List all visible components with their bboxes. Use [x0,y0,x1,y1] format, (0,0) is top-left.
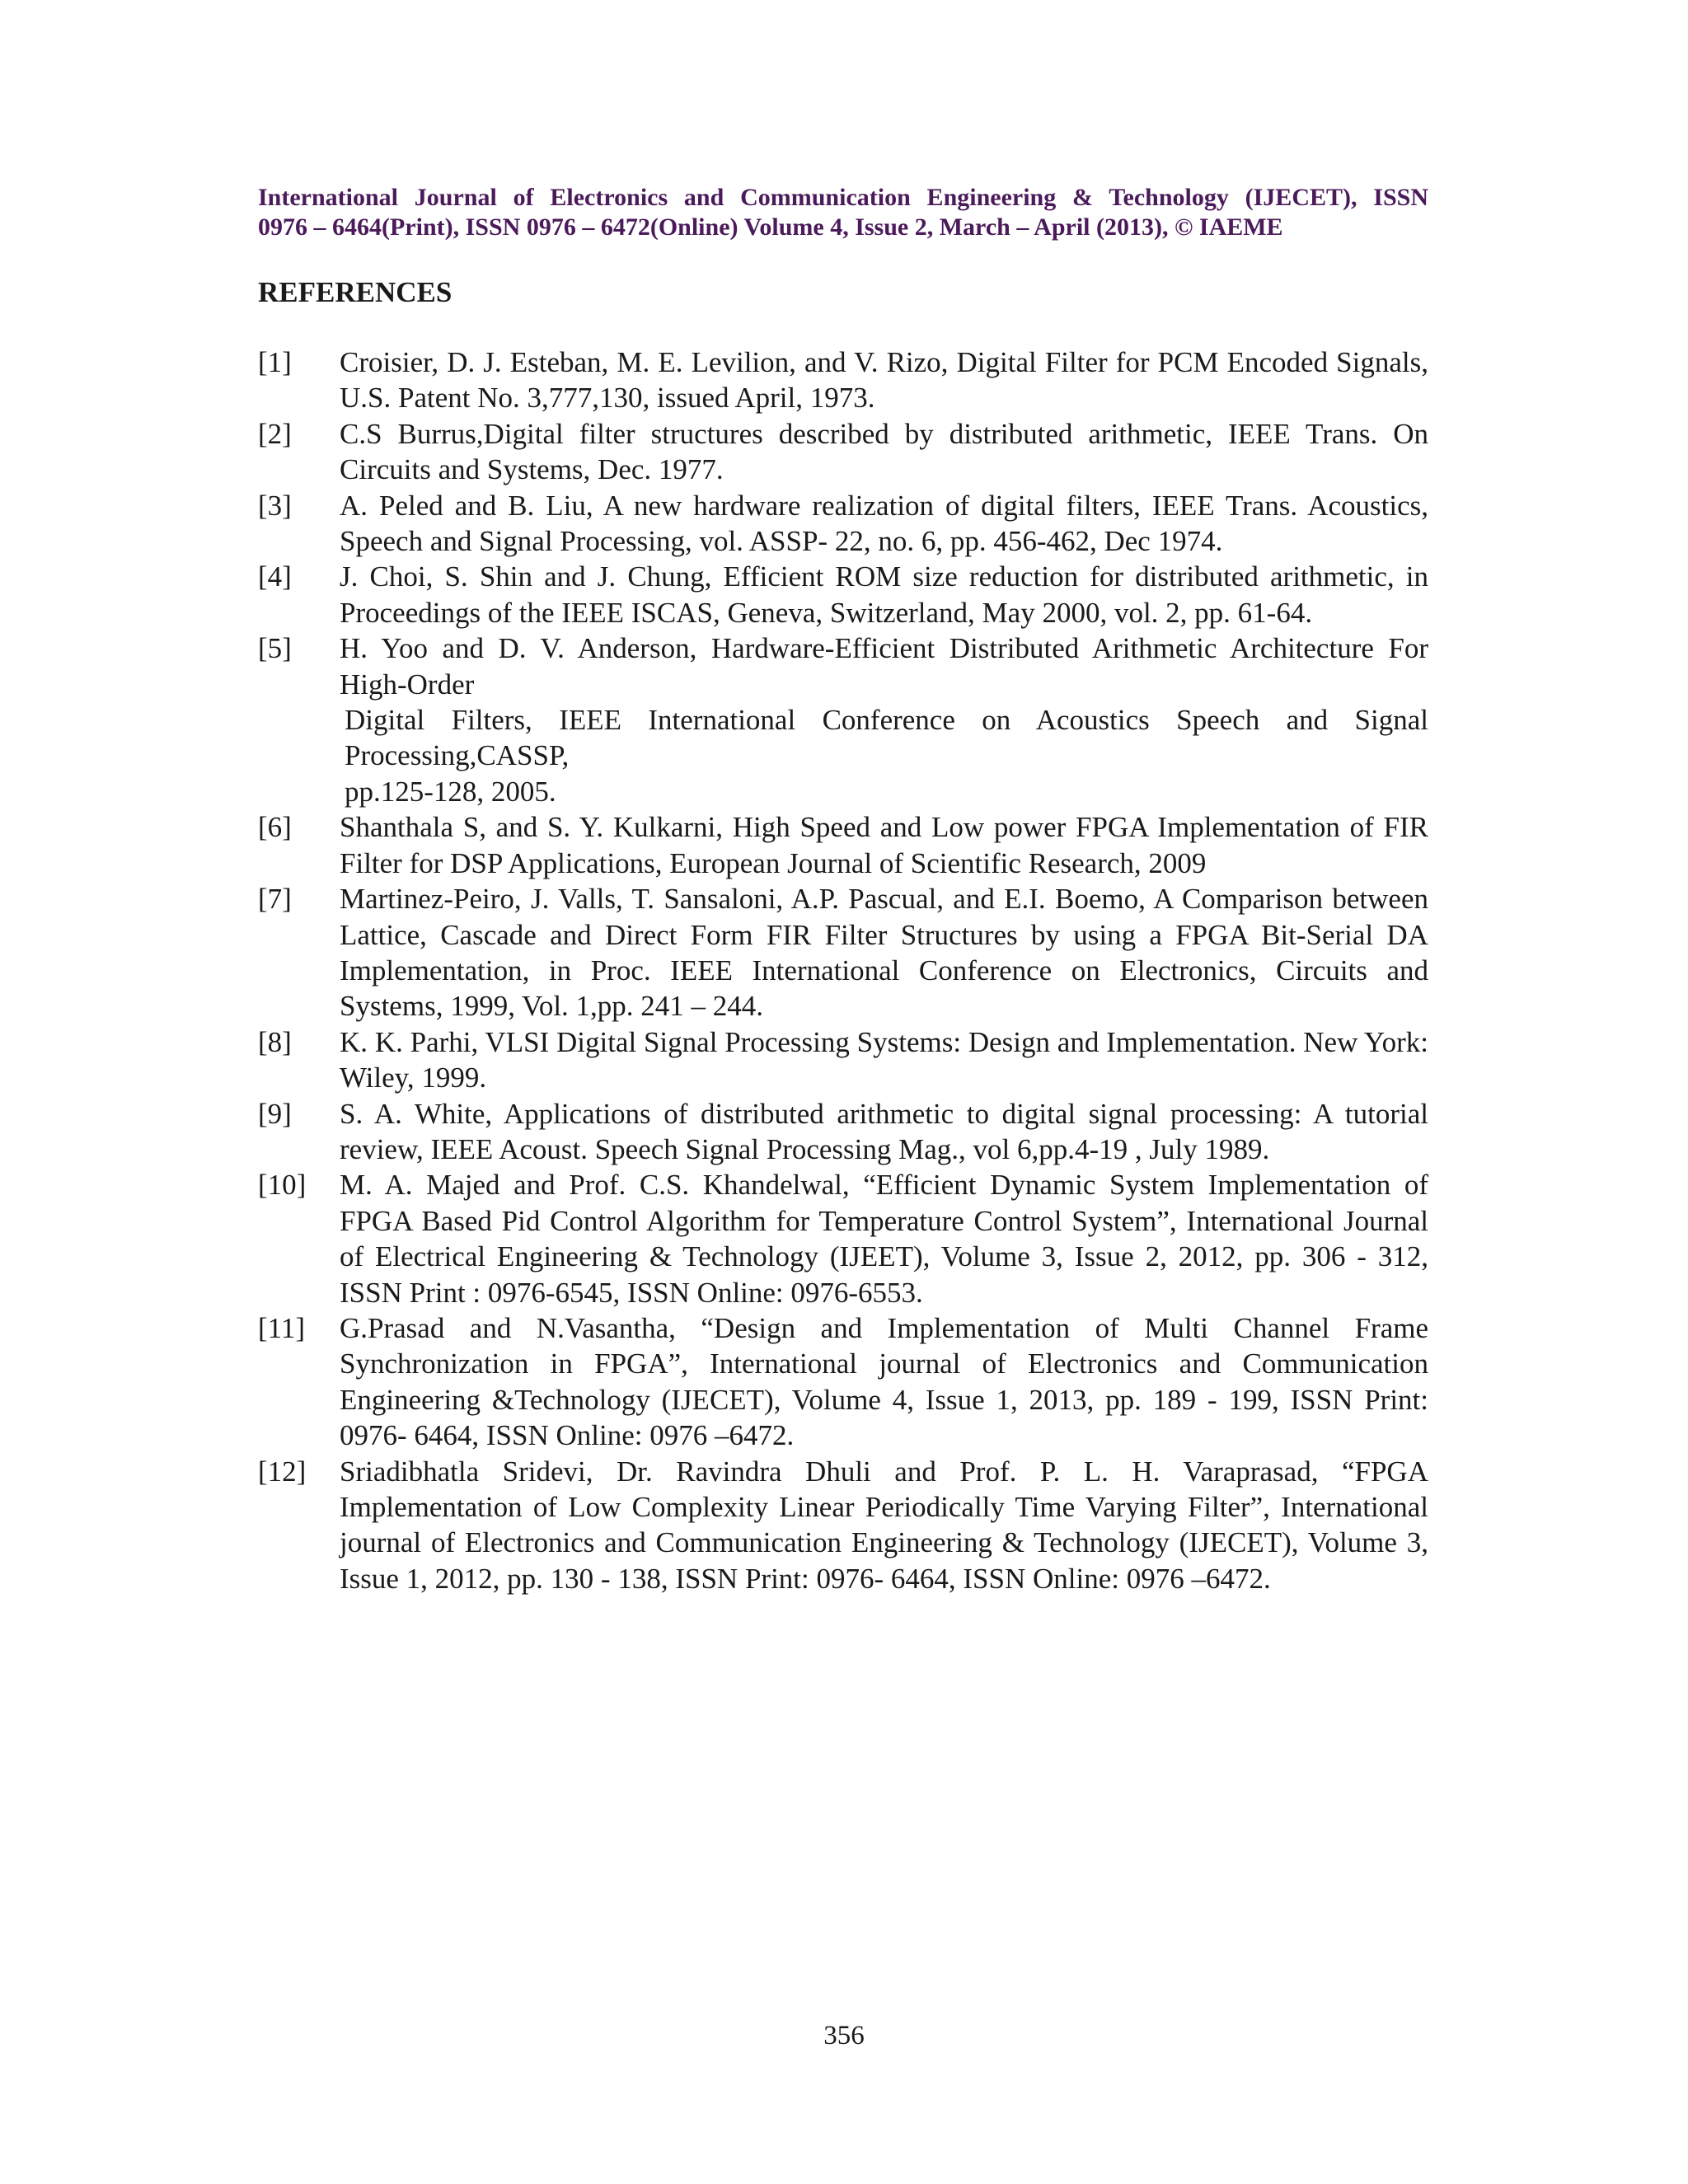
reference-text: Martinez-Peiro, J. Valls, T. Sansaloni, A.P. Pascual, and E.I. Boemo, A Comparison between Lattice, Cascade and Direct Form FIR Filter Structures by using a FPGA Bit-Serial DA Implementation, in Proc. IEEE International Conference on Electronics, Circuits and Systems, 1999, Vol. 1,pp. 241 – 244. [340,883,1428,1023]
reference-item [258,488,1428,560]
reference-number: [8] [258,1025,292,1058]
reference-item [258,416,1428,488]
reference-text: M. A. Majed and Prof. C.S. Khandelwal, “Efficient Dynamic System Implementation of FPGA Based Pid Control Algorithm for Temperature Control System”, International Journal of Electrical Engineering & Technology (IJEET), Volume 3, Issue 2, 2012, pp. 306 - 312, ISSN Print : 0976-6545, ISSN Online: 0976-6553. [340,1169,1428,1309]
reference-number: [9] [258,1097,292,1130]
reference-text: Croisier, D. J. Esteban, M. E. Levilion, and V. Rizo, Digital Filter for PCM Encoded Signals, U.S. Patent No. 3,777,130, issued April, 1973. [340,346,1428,415]
reference-text-segment: Digital Filters, IEEE International Conference on Acoustics Speech and Signal Processing,CASSP, [345,704,1428,772]
section-title: REFERENCES [258,276,452,308]
reference-item [258,1454,1428,1597]
journal-header-line-1: International Journal of Electronics and Communication Engineering & Technology (IJECET), ISSN [258,184,1428,211]
reference-text-segment: pp.125-128, 2005. [345,775,556,808]
reference-text: C.S Burrus,Digital filter structures described by distributed arithmetic, IEEE Trans. On Circuits and Systems, Dec. 1977. [340,417,1428,486]
reference-number: [4] [258,560,292,593]
reference-number: [5] [258,632,292,665]
reference-number: [11] [258,1311,306,1344]
reference-number: [3] [258,489,292,522]
reference-number: [7] [258,883,292,916]
reference-text: Sriadibhatla Sridevi, Dr. Ravindra Dhuli and Prof. P. L. H. Varaprasad, “FPGA Implementation of Low Complexity Linear Periodically Time Varying Filter”, International journal of Electronics and Communication Engineering & Technology (IJECET), Volume 3, Issue 1, 2012, pp. 130 - 138, ISSN Print: 0976- 6464, ISSN Online: 0976 –6472. [340,1455,1428,1595]
reference-text: A. Peled and B. Liu, A new hardware realization of digital filters, IEEE Trans. Acoustics, Speech and Signal Processing, vol. ASSP- 22, no. 6, pp. 456-462, Dec 1974. [340,489,1428,558]
reference-item [258,809,1428,881]
reference-number: [6] [258,811,292,844]
reference-item [258,1024,1428,1096]
page-number: 356 [823,2021,865,2050]
reference-item [258,344,1428,416]
reference-item [258,1167,1428,1310]
reference-number: [12] [258,1455,307,1488]
reference-text: Shanthala S, and S. Y. Kulkarni, High Speed and Low power FPGA Implementation of FIR Filter for DSP Applications, European Journal of Scientific Research, 2009 [340,811,1428,879]
reference-text: J. Choi, S. Shin and J. Chung, Efficient ROM size reduction for distributed arithmetic, in Proceedings of the IEEE ISCAS, Geneva, Switzerland, May 2000, vol. 2, pp. 61-64. [340,560,1428,629]
reference-item [258,1310,1428,1454]
reference-text-segment: H. Yoo and D. V. Anderson, Hardware-Efficient Distributed Arithmetic Architecture For High-Order [340,632,1428,701]
reference-item [258,559,1428,630]
reference-text [340,630,1428,809]
reference-item [258,881,1428,1024]
reference-item [258,630,1428,809]
reference-item [258,1096,1428,1168]
reference-number: [2] [258,417,292,450]
reference-number: [1] [258,346,292,378]
journal-header-line-2: 0976 – 6464(Print), ISSN 0976 – 6472(Online) Volume 4, Issue 2, March – April (2013), © IAEME [258,213,1283,241]
reference-text: G.Prasad and N.Vasantha, “Design and Implementation of Multi Channel Frame Synchronization in FPGA”, International journal of Electronics and Communication Engineering &Technology (IJECET), Volume 4, Issue 1, 2013, pp. 189 - 199, ISSN Print: 0976- 6464, ISSN Online: 0976 –6472. [340,1311,1428,1452]
reference-text: K. K. Parhi, VLSI Digital Signal Processing Systems: Design and Implementation. New York: Wiley, 1999. [340,1025,1428,1094]
journal-running-header [258,183,1428,242]
reference-list [258,344,1428,1596]
reference-text: S. A. White, Applications of distributed arithmetic to digital signal processing: A tutorial review, IEEE Acoust. Speech Signal Processing Mag., vol 6,pp.4-19 , July 1989. [340,1097,1428,1165]
reference-number: [10] [258,1169,307,1202]
